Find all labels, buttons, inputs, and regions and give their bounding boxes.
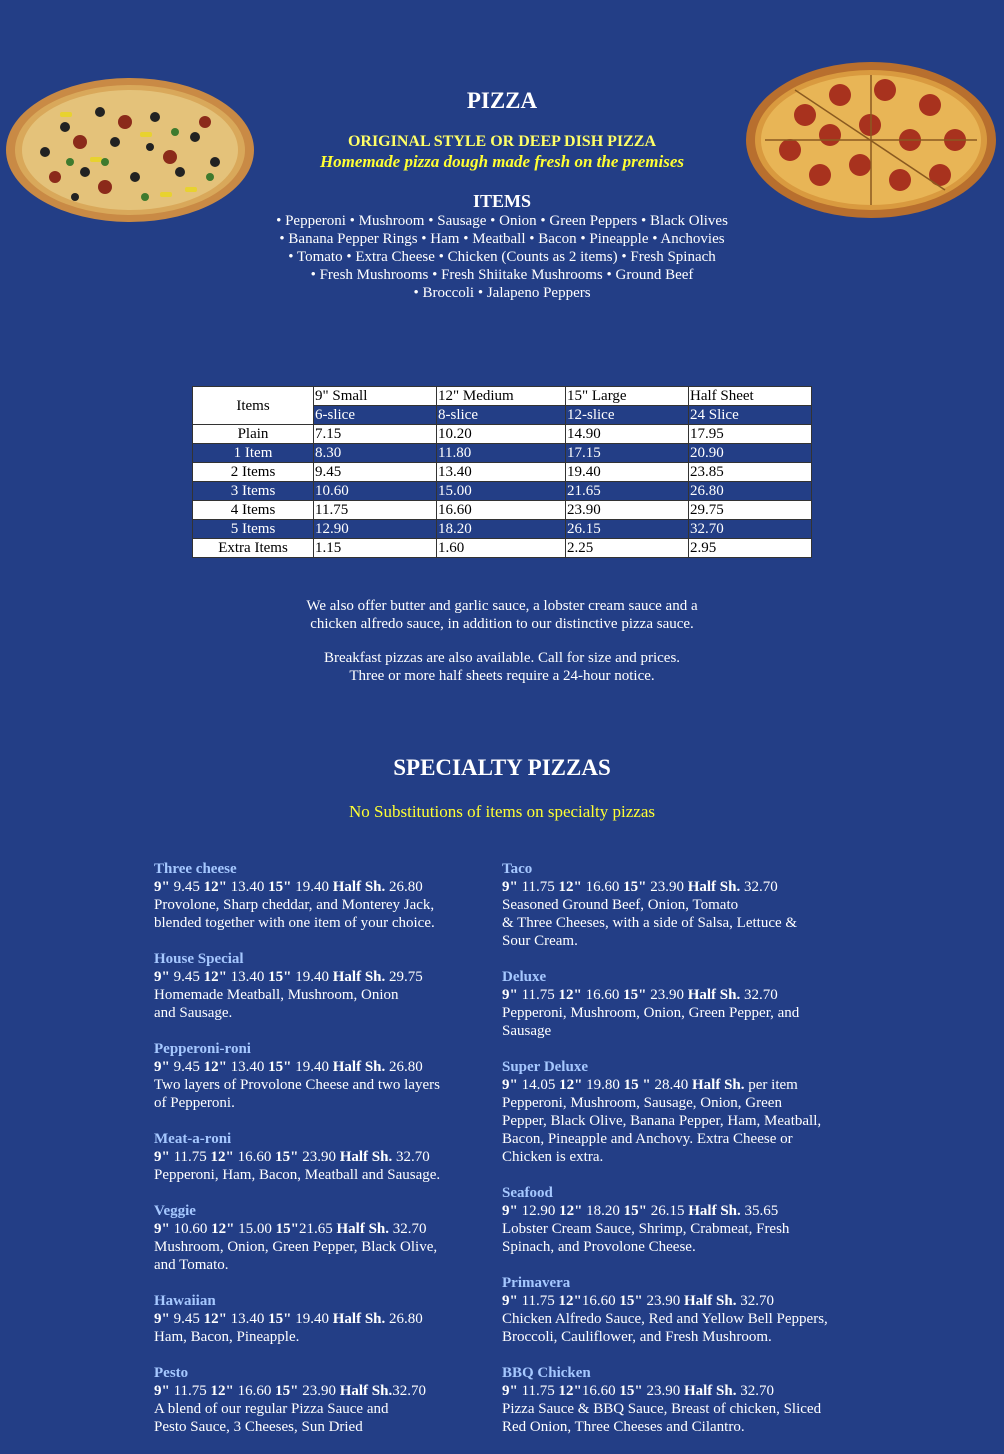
- specialty-name: Taco: [502, 861, 533, 877]
- specialty-description: Sausage: [502, 1023, 552, 1039]
- size-label: Half Sh.: [683, 1293, 737, 1309]
- price-value: 14.05: [517, 1077, 560, 1093]
- size-label: 12": [203, 1059, 227, 1075]
- specialty-description: Two layers of Provolone Cheese and two layers: [154, 1077, 440, 1093]
- row-label: 3 Items: [193, 482, 314, 501]
- price-value: 9.45: [169, 1311, 204, 1327]
- specialty-prices: [502, 986, 862, 1004]
- specialty-name: Primavera: [502, 1275, 571, 1291]
- price-value: 23.90: [646, 879, 688, 895]
- specialty-item: [502, 1274, 862, 1346]
- specialty-description: Pizza Sauce & BBQ Sauce, Breast of chicken, Sliced: [502, 1401, 822, 1417]
- price-value: per item: [744, 1077, 798, 1093]
- row-label: Extra Items: [193, 539, 314, 558]
- size-label: 9": [502, 987, 518, 1003]
- specialty-item: [502, 1058, 862, 1166]
- price-value: 18.20: [582, 1203, 624, 1219]
- size-label: Half Sh.: [688, 1203, 741, 1219]
- specialty-description: and Sausage.: [154, 1005, 233, 1021]
- specialty-name: House Special: [154, 951, 244, 967]
- size-label: 9": [154, 1059, 170, 1075]
- size-header: 12" Medium: [437, 387, 566, 406]
- row-label: 1 Item: [193, 444, 314, 463]
- toppings-line: • Tomato • Extra Cheese • Chicken (Counts as 2 items) • Fresh Spinach: [288, 249, 716, 265]
- size-header: 9" Small: [314, 387, 437, 406]
- size-label: 12": [558, 879, 582, 895]
- size-label: Half Sh.: [691, 1077, 745, 1093]
- size-label: Half Sh.: [336, 1221, 389, 1237]
- price-cell: 23.90: [566, 501, 689, 520]
- specialty-name: Seafood: [502, 1185, 553, 1201]
- size-label: 9": [502, 879, 518, 895]
- size-label: 15": [275, 1221, 299, 1237]
- price-cell: 2.25: [566, 539, 689, 558]
- size-label: 15": [275, 1383, 299, 1399]
- size-label: 12": [203, 1311, 227, 1327]
- specialty-item: [154, 1364, 474, 1436]
- price-cell: 1.60: [437, 539, 566, 558]
- slice-header: 6-slice: [314, 406, 437, 425]
- specialty-description: A blend of our regular Pizza Sauce and: [154, 1401, 389, 1417]
- page-title: PIZZA: [466, 88, 538, 113]
- breakfast-note: [0, 649, 1004, 685]
- sauce-note: [0, 597, 1004, 633]
- specialty-item: [154, 950, 474, 1022]
- size-label: Half Sh.: [332, 879, 386, 895]
- size-label: 12": [559, 1077, 583, 1093]
- specialty-prices: [154, 1220, 474, 1238]
- specialty-description: Chicken Alfredo Sauce, Red and Yellow Bell Peppers,: [502, 1311, 828, 1327]
- specialty-description: Pepperoni, Mushroom, Onion, Green Pepper, and: [502, 1005, 800, 1021]
- size-label: Half Sh.: [332, 1059, 386, 1075]
- price-cell: 13.40: [437, 463, 566, 482]
- size-label: 15": [268, 1059, 292, 1075]
- specialty-description: Seasoned Ground Beef, Onion, Tomato: [502, 897, 739, 913]
- price-value: 11.75: [517, 1293, 559, 1309]
- size-label: 9": [154, 969, 170, 985]
- size-label: 15": [623, 1203, 647, 1219]
- note-line: Breakfast pizzas are also available. Call for size and prices.: [323, 650, 681, 666]
- specialty-prices: [502, 1202, 862, 1220]
- specialty-prices: [502, 1292, 862, 1310]
- size-label: Half Sh.: [332, 1311, 386, 1327]
- specialty-description: Sour Cream.: [502, 933, 578, 949]
- price-value: 16.60: [581, 879, 624, 895]
- price-cell: 1.15: [314, 539, 437, 558]
- table-row: [193, 425, 812, 444]
- specialty-description: Pepperoni, Ham, Bacon, Meatball and Sausage.: [154, 1167, 441, 1183]
- price-cell: 32.70: [689, 520, 812, 539]
- size-label: 15": [268, 1311, 292, 1327]
- size-label: 15": [623, 987, 647, 1003]
- size-label: 12": [559, 1203, 583, 1219]
- price-value: 32.70: [736, 1293, 774, 1309]
- specialty-item: [154, 1202, 474, 1274]
- no-substitution-note: No Substitutions of items on specialty pizzas: [349, 802, 655, 821]
- price-value: 32.70: [392, 1383, 426, 1399]
- price-value: 9.45: [169, 879, 204, 895]
- price-value: 26.15: [646, 1203, 689, 1219]
- size-label: Half Sh.: [339, 1383, 393, 1399]
- specialty-description: of Pepperoni.: [154, 1095, 235, 1111]
- price-cell: 2.95: [689, 539, 812, 558]
- price-value: 12.90: [517, 1203, 560, 1219]
- specialty-prices: [154, 1382, 474, 1400]
- toppings-line: • Banana Pepper Rings • Ham • Meatball • Bacon • Pineapple • Anchovies: [279, 231, 725, 247]
- price-value: 11.75: [517, 987, 559, 1003]
- specialty-description: Broccoli, Cauliflower, and Fresh Mushroom.: [502, 1329, 772, 1345]
- toppings-list: [0, 212, 1004, 302]
- specialty-title: SPECIALTY PIZZAS: [393, 755, 611, 780]
- price-value: 23.90: [298, 1383, 340, 1399]
- price-cell: 20.90: [689, 444, 812, 463]
- row-label: 4 Items: [193, 501, 314, 520]
- specialty-description: Spinach, and Provolone Cheese.: [502, 1239, 696, 1255]
- specialty-prices: [502, 1076, 862, 1094]
- table-row: [193, 482, 812, 501]
- price-cell: 16.60: [437, 501, 566, 520]
- price-value: 16.60: [581, 1383, 620, 1399]
- row-label: 5 Items: [193, 520, 314, 539]
- price-value: 19.40: [291, 1059, 333, 1075]
- slice-header: 24 Slice: [689, 406, 812, 425]
- specialty-prices: [154, 1310, 474, 1328]
- specialty-description: & Three Cheeses, with a side of Salsa, Lettuce &: [502, 915, 798, 931]
- size-label: Half Sh.: [339, 1149, 393, 1165]
- specialty-description: Pepperoni, Mushroom, Sausage, Onion, Green: [502, 1095, 782, 1111]
- size-label: 15": [268, 879, 292, 895]
- price-cell: 8.30: [314, 444, 437, 463]
- items-heading: ITEMS: [472, 191, 532, 211]
- price-cell: 15.00: [437, 482, 566, 501]
- price-value: 16.60: [233, 1383, 276, 1399]
- specialty-item: [502, 968, 862, 1040]
- price-cell: 10.20: [437, 425, 566, 444]
- price-value: 15.00: [234, 1221, 276, 1237]
- size-label: 15": [268, 969, 292, 985]
- size-label: 9": [502, 1203, 518, 1219]
- size-label: 9": [502, 1293, 518, 1309]
- size-label: Half Sh.: [332, 969, 386, 985]
- price-value: 28.40: [650, 1077, 692, 1093]
- specialty-description: Pepper, Black Olive, Banana Pepper, Ham, Meatball,: [502, 1113, 822, 1129]
- price-cell: 17.95: [689, 425, 812, 444]
- price-cell: 11.75: [314, 501, 437, 520]
- price-cell: 9.45: [314, 463, 437, 482]
- specialty-description: Ham, Bacon, Pineapple.: [154, 1329, 300, 1345]
- size-label: 12": [211, 1221, 235, 1237]
- specialty-description: blended together with one item of your choice.: [154, 915, 435, 931]
- specialty-item: [154, 1040, 474, 1112]
- note-line: We also offer butter and garlic sauce, a lobster cream sauce and a: [306, 598, 698, 614]
- table-row: [193, 539, 812, 558]
- price-value: 11.75: [169, 1383, 211, 1399]
- toppings-line: • Fresh Mushrooms • Fresh Shiitake Mushrooms • Ground Beef: [310, 267, 694, 283]
- table-row: [193, 463, 812, 482]
- price-value: 16.60: [233, 1149, 276, 1165]
- size-label: 12": [203, 879, 227, 895]
- price-value: 23.90: [642, 1383, 684, 1399]
- price-cell: 19.40: [566, 463, 689, 482]
- slice-header: 12-slice: [566, 406, 689, 425]
- price-value: 32.70: [740, 879, 778, 895]
- size-label: Half Sh.: [683, 1383, 737, 1399]
- price-value: 9.45: [169, 1059, 204, 1075]
- size-label: 15": [623, 879, 647, 895]
- specialty-name: BBQ Chicken: [502, 1365, 591, 1381]
- table-corner-label: Items: [193, 387, 314, 425]
- specialty-description: Provolone, Sharp cheddar, and Monterey Jack,: [154, 897, 435, 913]
- price-value: 19.80: [582, 1077, 624, 1093]
- size-label: 15 ": [623, 1077, 651, 1093]
- specialty-description: Homemade Meatball, Mushroom, Onion: [154, 987, 399, 1003]
- price-value: 32.70: [736, 1383, 774, 1399]
- specialty-name: Three cheese: [154, 861, 237, 877]
- slice-header: 8-slice: [437, 406, 566, 425]
- specialty-item: [154, 1292, 474, 1346]
- specialty-prices: [154, 1148, 474, 1166]
- specialty-prices: [154, 968, 474, 986]
- price-value: 13.40: [226, 969, 269, 985]
- specialty-item: [502, 1364, 862, 1436]
- specialty-description: Lobster Cream Sauce, Shrimp, Crabmeat, Fresh: [502, 1221, 790, 1237]
- price-value: 13.40: [226, 879, 269, 895]
- pizza-style-subtitle: ORIGINAL STYLE OR DEEP DISH PIZZA: [347, 133, 657, 150]
- price-cell: 7.15: [314, 425, 437, 444]
- row-label: 2 Items: [193, 463, 314, 482]
- size-label: 9": [502, 1077, 518, 1093]
- price-cell: 17.15: [566, 444, 689, 463]
- price-value: 29.75: [385, 969, 423, 985]
- price-value: 21.65: [298, 1221, 337, 1237]
- size-label: Half Sh.: [687, 879, 741, 895]
- table-row: [193, 444, 812, 463]
- specialty-name: Veggie: [154, 1203, 196, 1219]
- price-cell: 12.90: [314, 520, 437, 539]
- table-row: [193, 520, 812, 539]
- specialty-prices: [502, 1382, 862, 1400]
- price-value: 32.70: [392, 1149, 430, 1165]
- size-label: 9": [154, 1221, 170, 1237]
- price-value: 26.80: [385, 1059, 423, 1075]
- size-label: 12": [203, 969, 227, 985]
- price-value: 32.70: [389, 1221, 427, 1237]
- specialty-description: Chicken is extra.: [502, 1149, 604, 1165]
- price-value: 26.80: [385, 879, 423, 895]
- note-line: chicken alfredo sauce, in addition to our distinctive pizza sauce.: [310, 616, 694, 632]
- size-header: 15" Large: [566, 387, 689, 406]
- specialty-name: Pepperoni-roni: [154, 1041, 251, 1057]
- size-label: 12": [558, 987, 582, 1003]
- specialty-name: Deluxe: [502, 969, 547, 985]
- price-value: 9.45: [169, 969, 204, 985]
- specialty-description: Mushroom, Onion, Green Pepper, Black Olive,: [154, 1239, 438, 1255]
- specialty-item: [154, 1130, 474, 1184]
- price-value: 16.60: [581, 1293, 620, 1309]
- price-value: 13.40: [226, 1059, 269, 1075]
- price-value: 19.40: [291, 969, 333, 985]
- size-label: 9": [154, 1383, 170, 1399]
- price-cell: 10.60: [314, 482, 437, 501]
- specialty-description: Pesto Sauce, 3 Cheeses, Sun Dried: [154, 1419, 363, 1435]
- specialty-name: Super Deluxe: [502, 1059, 588, 1075]
- specialty-description: Red Onion, Three Cheeses and Cilantro.: [502, 1419, 745, 1435]
- price-value: 11.75: [517, 879, 559, 895]
- price-value: 10.60: [169, 1221, 212, 1237]
- size-label: 15": [619, 1383, 643, 1399]
- price-value: 11.75: [517, 1383, 559, 1399]
- price-value: 23.90: [298, 1149, 340, 1165]
- price-value: 16.60: [581, 987, 624, 1003]
- table-row: [193, 501, 812, 520]
- specialty-item: [502, 1184, 862, 1256]
- size-label: 15": [619, 1293, 643, 1309]
- size-header: Half Sheet: [689, 387, 812, 406]
- price-cell: 26.80: [689, 482, 812, 501]
- price-cell: 29.75: [689, 501, 812, 520]
- specialty-name: Meat-a-roni: [154, 1131, 232, 1147]
- price-cell: 18.20: [437, 520, 566, 539]
- specialty-description: and Tomato.: [154, 1257, 229, 1273]
- price-rows: [193, 425, 812, 558]
- size-label: Half Sh.: [687, 987, 741, 1003]
- size-label: 12": [210, 1383, 234, 1399]
- price-cell: 14.90: [566, 425, 689, 444]
- size-label: 12": [558, 1383, 582, 1399]
- price-value: 19.40: [291, 879, 333, 895]
- specialty-name: Hawaiian: [154, 1293, 216, 1309]
- dough-tagline: Homemade pizza dough made fresh on the premises: [319, 152, 685, 171]
- row-label: Plain: [193, 425, 314, 444]
- price-value: 19.40: [291, 1311, 333, 1327]
- price-cell: 23.85: [689, 463, 812, 482]
- price-cell: 26.15: [566, 520, 689, 539]
- price-table: [192, 386, 812, 558]
- size-label: 15": [275, 1149, 299, 1165]
- price-value: 35.65: [740, 1203, 779, 1219]
- specialty-item: [154, 860, 474, 932]
- price-value: 23.90: [646, 987, 688, 1003]
- price-cell: 11.80: [437, 444, 566, 463]
- specialty-prices: [154, 1058, 474, 1076]
- price-value: 13.40: [226, 1311, 269, 1327]
- specialty-column-right: [502, 860, 862, 1454]
- specialty-name: Pesto: [154, 1365, 189, 1381]
- size-label: 9": [154, 1311, 170, 1327]
- size-label: 9": [154, 879, 170, 895]
- toppings-line: • Broccoli • Jalapeno Peppers: [413, 285, 591, 301]
- size-label: 9": [502, 1383, 518, 1399]
- specialty-description: Bacon, Pineapple and Anchovy. Extra Cheese or: [502, 1131, 793, 1147]
- price-value: 26.80: [385, 1311, 423, 1327]
- specialty-column-left: [154, 860, 474, 1454]
- size-label: 12": [210, 1149, 234, 1165]
- price-value: 32.70: [740, 987, 778, 1003]
- price-value: 23.90: [642, 1293, 684, 1309]
- price-value: 11.75: [169, 1149, 211, 1165]
- specialty-prices: [154, 878, 474, 896]
- specialty-item: [502, 860, 862, 950]
- price-cell: 21.65: [566, 482, 689, 501]
- size-label: 12": [558, 1293, 582, 1309]
- note-line: Three or more half sheets require a 24-hour notice.: [349, 668, 655, 684]
- toppings-line: • Pepperoni • Mushroom • Sausage • Onion • Green Peppers • Black Olives: [276, 213, 728, 229]
- size-label: 9": [154, 1149, 170, 1165]
- specialty-prices: [502, 878, 862, 896]
